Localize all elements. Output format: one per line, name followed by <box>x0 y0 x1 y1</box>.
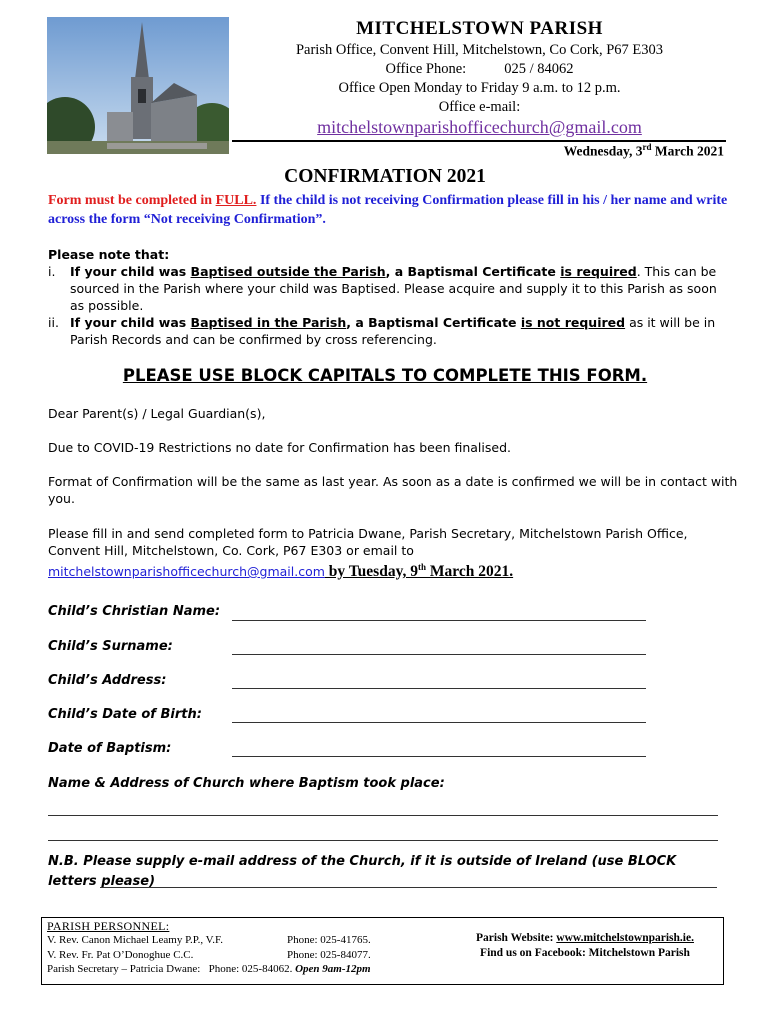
church-photo <box>47 17 229 154</box>
field-label-address: Child’s Address: <box>48 673 167 688</box>
office-phone-label: Office Phone: <box>385 61 467 77</box>
personnel-row-secretary: Parish Secretary – Patricia Dwane: Phone: 025-84062. Open 9am-12pm <box>47 963 371 975</box>
nb-church-email: N.B. Please supply e-mail address of the Church, if it is outside of Ireland (use BLOCK letters please) <box>48 854 677 889</box>
office-phone-value: 025 / 84062 <box>504 61 574 77</box>
church-email-input-line[interactable] <box>100 887 717 888</box>
notes-heading: Please note that: <box>48 247 170 262</box>
personnel-row-cc: V. Rev. Fr. Pat O’Donoghue C.C. Phone: 025-84077. <box>47 949 371 961</box>
facebook-text: Find us on Facebook: Mitchelstown Parish <box>480 947 690 959</box>
covid-notice: Due to COVID-19 Restrictions no date for Confirmation has been finalised. <box>48 440 511 455</box>
office-email-label: Office e-mail: <box>438 99 521 115</box>
personnel-title: PARISH PERSONNEL: <box>47 919 170 933</box>
church-input-line-1[interactable] <box>48 815 718 816</box>
church-input-line-2[interactable] <box>48 840 718 841</box>
header-date: Wednesday, 3rd March 2021 <box>563 142 724 159</box>
baptism-date-input-line[interactable] <box>232 756 646 757</box>
field-label-church: Name & Address of Church where Baptism took place: <box>48 776 445 791</box>
dob-input-line[interactable] <box>232 722 646 723</box>
field-label-christian-name: Child’s Christian Name: <box>48 604 221 619</box>
footer-links: Parish Website: www.mitchelstownparish.ie. Find us on Facebook: Mitchelstown Parish <box>446 931 724 961</box>
surname-input-line[interactable] <box>232 654 646 655</box>
office-email-link[interactable]: mitchelstownparishofficechurch@gmail.com <box>317 117 642 137</box>
confirmation-title: CONFIRMATION 2021 <box>284 166 486 187</box>
note-item-2: ii. If your child was Baptised in the Parish, a Baptismal Certificate is not required as it will be in Parish Records and can be confirmed by cross referencing. <box>48 315 716 347</box>
field-label-surname: Child’s Surname: <box>48 639 173 654</box>
church-image <box>47 17 229 154</box>
format-notice: Format of Confirmation will be the same as last year. As soon as a date is confirmed we will be in contact with you. <box>48 474 738 506</box>
send-email-link[interactable]: mitchelstownparishofficechurch@gmail.com <box>48 564 325 580</box>
parish-title: MITCHELSTOWN PARISH <box>356 18 603 39</box>
note-item-1: i. If your child was Baptised outside the Parish, a Baptismal Certificate is required. This can be sourced in the Parish where your child was Baptised. Please acquire and supply it to this Parish as soon as possible. <box>48 264 717 313</box>
notes-section <box>48 246 728 348</box>
office-phone <box>232 61 727 78</box>
personnel-row-pp: V. Rev. Canon Michael Leamy P.P., V.F. Phone: 025-41765. <box>47 934 371 946</box>
deadline: by Tuesday, 9th March 2021. <box>324 562 514 581</box>
parish-address: Parish Office, Convent Hill, Mitchelstown, Co Cork, P67 E303 <box>295 42 664 58</box>
office-hours: Office Open Monday to Friday 9 a.m. to 12 p.m. <box>338 80 621 96</box>
field-label-baptism-date: Date of Baptism: <box>48 741 172 756</box>
address-input-line[interactable] <box>232 688 646 689</box>
field-label-dob: Child’s Date of Birth: <box>48 707 202 722</box>
salutation: Dear Parent(s) / Legal Guardian(s), <box>48 406 266 421</box>
website-link[interactable]: www.mitchelstownparish.ie. <box>556 932 694 944</box>
christian-name-input-line[interactable] <box>232 620 646 621</box>
send-instructions: Please fill in and send completed form to Patricia Dwane, Parish Secretary, Mitchelstown Parish Office, Convent Hill, Mitchelstown, Co. Cork, P67 E303 or email to mitchelstownparishofficechurch@gmail.com by Tuesday, 9th March 2021. <box>48 526 688 581</box>
block-capitals-heading: PLEASE USE BLOCK CAPITALS TO COMPLETE THIS FORM. <box>122 366 648 385</box>
form-instruction: Form must be completed in FULL. If the child is not receiving Confirmation please fill in his / her name and write across the form “Not receiving Confirmation”. <box>48 193 728 227</box>
